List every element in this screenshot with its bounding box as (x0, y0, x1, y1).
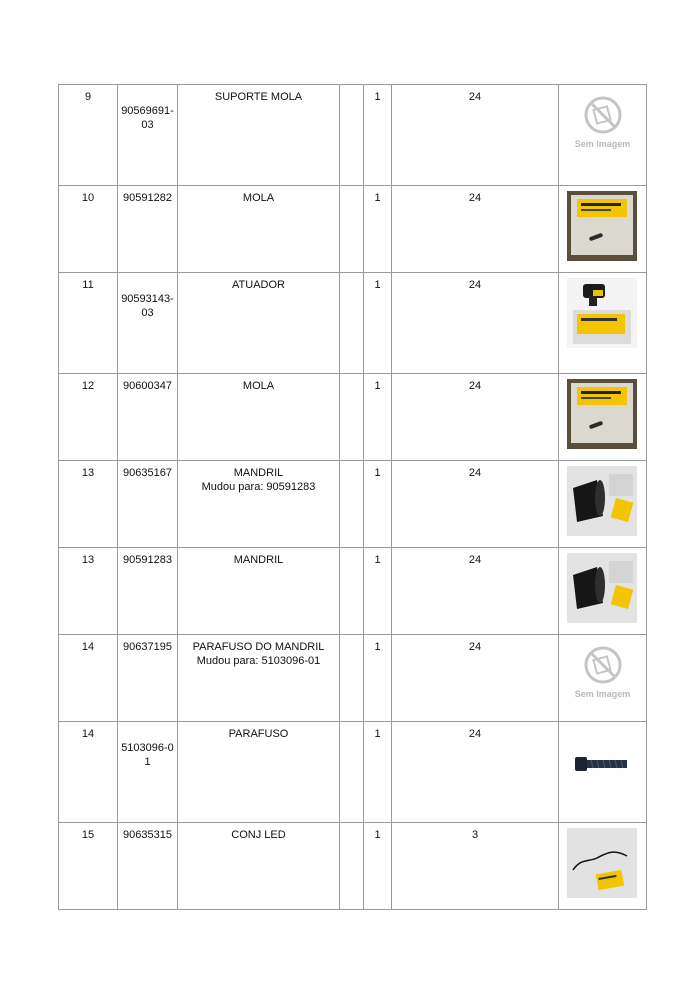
amount: 24 (468, 279, 482, 291)
table-row (59, 374, 647, 461)
part-photo-chuck (567, 466, 637, 536)
item-number: 11 (82, 279, 94, 291)
amount: 24 (468, 192, 482, 204)
no-image-icon (559, 645, 646, 685)
empty-cell (340, 548, 364, 635)
item-number: 14 (81, 728, 95, 740)
part-description: CONJ LED (231, 829, 286, 841)
amount-cell (392, 273, 559, 374)
part-code: 90591282 (123, 192, 172, 204)
empty-cell (340, 823, 364, 910)
description-cell (178, 635, 340, 722)
quantity: 1 (374, 641, 381, 653)
image-cell (559, 273, 647, 374)
part-code: 90591283 (123, 554, 172, 566)
description-cell (178, 548, 340, 635)
quantity-cell (364, 374, 392, 461)
quantity-cell (364, 273, 392, 374)
part-code: 90593143-03 (121, 293, 174, 319)
quantity-cell (364, 548, 392, 635)
image-cell (559, 722, 647, 823)
amount-cell (392, 823, 559, 910)
amount-cell (392, 461, 559, 548)
part-photo-actuator (567, 278, 637, 348)
quantity: 1 (374, 380, 381, 392)
amount-cell (392, 722, 559, 823)
image-cell (559, 374, 647, 461)
description-cell (178, 85, 340, 186)
part-code: 90600347 (123, 380, 172, 392)
quantity: 1 (374, 554, 381, 566)
part-description: PARAFUSO (228, 728, 289, 740)
no-image-label: Sem Imagem (574, 139, 631, 149)
amount: 24 (468, 91, 482, 103)
description-cell (178, 273, 340, 374)
amount-cell (392, 374, 559, 461)
amount-cell (392, 548, 559, 635)
quantity-cell (364, 186, 392, 273)
empty-cell (340, 722, 364, 823)
part-code: 90635315 (123, 829, 172, 841)
table-row (59, 273, 647, 374)
amount: 3 (471, 829, 479, 841)
amount: 24 (468, 467, 482, 479)
image-cell (559, 823, 647, 910)
part-code-cell (118, 186, 178, 273)
parts-table (58, 84, 647, 910)
quantity: 1 (374, 192, 381, 204)
amount-cell (392, 85, 559, 186)
quantity: 1 (374, 279, 381, 291)
table-row (59, 823, 647, 910)
quantity-cell (364, 823, 392, 910)
part-code-cell (118, 461, 178, 548)
part-photo-screw (567, 727, 637, 797)
item-number: 14 (81, 641, 95, 653)
table-row (59, 635, 647, 722)
part-code-cell (118, 85, 178, 186)
item-number-cell (59, 635, 118, 722)
no-image-icon (559, 95, 646, 135)
description-cell (178, 461, 340, 548)
item-number: 15 (81, 829, 95, 841)
empty-cell (340, 461, 364, 548)
amount: 24 (468, 728, 482, 740)
table-row (59, 548, 647, 635)
image-cell (559, 186, 647, 273)
part-code: 90569691-03 (121, 105, 174, 131)
part-code-cell (118, 635, 178, 722)
part-description: MANDRIL (233, 554, 284, 566)
part-description: MANDRIL (233, 467, 284, 479)
quantity-cell (364, 722, 392, 823)
part-description: SUPORTE MOLA (214, 91, 303, 103)
amount: 24 (468, 641, 482, 653)
item-number-cell (59, 823, 118, 910)
part-description: ATUADOR (232, 279, 285, 291)
table-row (59, 461, 647, 548)
replacement-note: Mudou para: 90591283 (201, 481, 316, 493)
part-code-cell (118, 722, 178, 823)
item-number-cell (59, 548, 118, 635)
part-code: 5103096-01 (121, 742, 174, 768)
empty-cell (340, 273, 364, 374)
quantity: 1 (374, 728, 381, 740)
description-cell (178, 722, 340, 823)
part-code-cell (118, 823, 178, 910)
no-image-label: Sem Imagem (574, 689, 631, 699)
item-number: 13 (81, 467, 95, 479)
image-cell (559, 85, 647, 186)
part-code-cell (118, 548, 178, 635)
empty-cell (340, 374, 364, 461)
item-number-cell (59, 461, 118, 548)
replacement-note: Mudou para: 5103096-01 (196, 655, 321, 667)
amount: 24 (468, 554, 482, 566)
part-description: MOLA (242, 192, 275, 204)
quantity: 1 (374, 91, 381, 103)
table-row (59, 722, 647, 823)
item-number-cell (59, 374, 118, 461)
description-cell (178, 186, 340, 273)
item-number-cell (59, 186, 118, 273)
image-cell (559, 635, 647, 722)
quantity: 1 (374, 467, 381, 479)
part-code: 90637195 (123, 641, 172, 653)
item-number: 13 (81, 554, 95, 566)
image-cell (559, 548, 647, 635)
amount: 24 (468, 380, 482, 392)
item-number-cell (59, 722, 118, 823)
part-photo-bagged-spring (567, 379, 637, 449)
empty-cell (340, 85, 364, 186)
part-code-cell (118, 374, 178, 461)
no-image-placeholder (559, 95, 646, 155)
quantity-cell (364, 461, 392, 548)
empty-cell (340, 635, 364, 722)
item-number-cell (59, 273, 118, 374)
quantity: 1 (374, 829, 381, 841)
part-code-cell (118, 273, 178, 374)
image-cell (559, 461, 647, 548)
item-number-cell (59, 85, 118, 186)
part-photo-led-assembly (567, 828, 637, 898)
item-number: 12 (81, 380, 95, 392)
part-code: 90635167 (123, 467, 172, 479)
description-cell (178, 823, 340, 910)
amount-cell (392, 186, 559, 273)
description-cell (178, 374, 340, 461)
part-photo-chuck (567, 553, 637, 623)
item-number: 9 (84, 91, 92, 103)
quantity-cell (364, 635, 392, 722)
amount-cell (392, 635, 559, 722)
item-number: 10 (81, 192, 95, 204)
table-row (59, 85, 647, 186)
part-photo-bagged-spring (567, 191, 637, 261)
no-image-placeholder (559, 645, 646, 705)
table-row (59, 186, 647, 273)
part-description: MOLA (242, 380, 275, 392)
part-description: PARAFUSO DO MANDRIL (192, 641, 325, 653)
empty-cell (340, 186, 364, 273)
quantity-cell (364, 85, 392, 186)
